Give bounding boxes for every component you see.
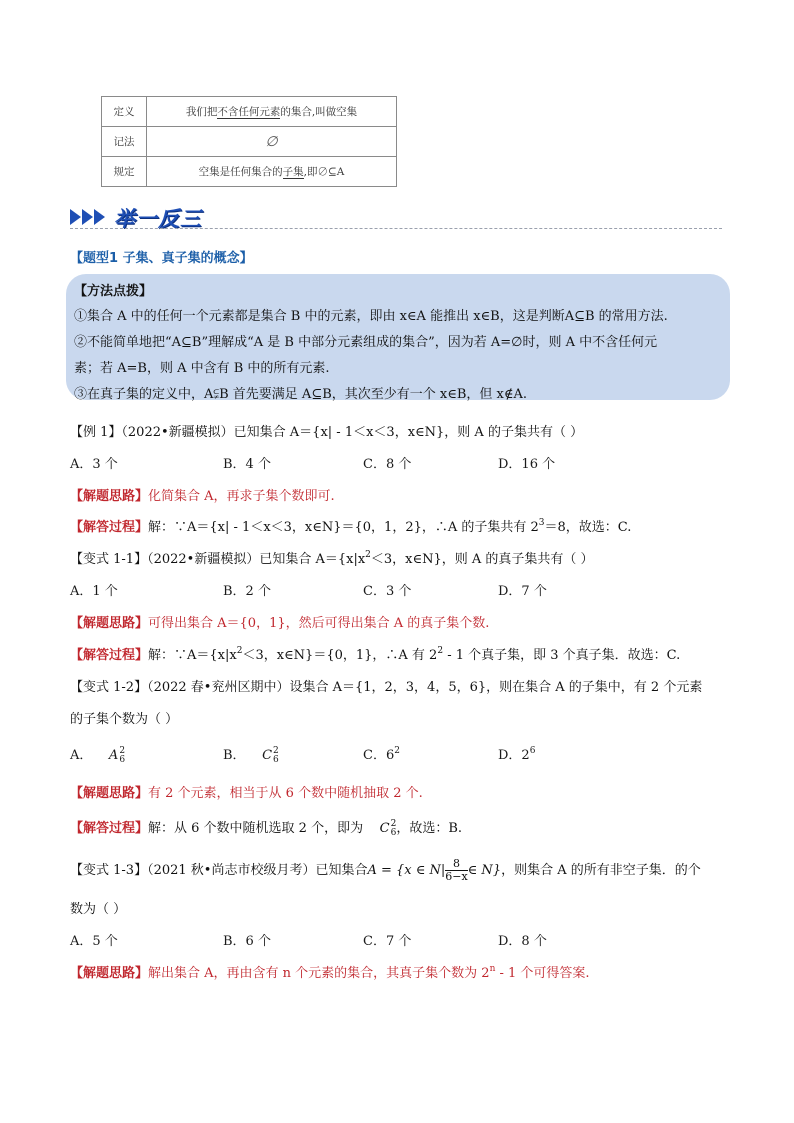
question-text: ，则集合 A 的所有非空子集．的个 [501,863,701,878]
example-1-question: 【例 1】（2022•新疆模拟）已知集合 A＝{x| - 1＜x＜3，x∈N}，则 A 的子集共有（ ） [70,425,584,440]
idea-label: 【解题思路】 [70,966,149,981]
exponent: 3 [538,518,545,528]
process-text: 解：从 6 个数中随机选取 2 个，即为 [148,821,364,836]
row-key: 记法 [102,127,147,157]
option-d: D．7 个 [498,584,547,599]
banner-title: 举一反三 [114,207,202,231]
question-text: 【变式 1-3】（2021 秋•尚志市校级月考）已知集合 [70,863,368,878]
question-text: 【变式 1-1】（2022•新疆模拟）已知集合 A＝{x|x [70,552,366,567]
subscript: 6 [119,754,126,765]
method-line: ③在真子集的定义中，A⫋B 首先要满足 A⊆B，其次至少有一个 x∈B，但 x∉A. [74,387,528,402]
underlined-text: 子集 [282,166,304,178]
idea-text: 可得出集合 A＝{0，1}，然后可得出集合 A 的真子集个数. [148,616,490,631]
exponent: 2 [437,646,444,656]
exponent: 2 [394,746,400,756]
process-text: 解：∵A＝{x| - 1＜x＜3，x∈N}＝{0，1，2}，∴A 的子集共有 2 [148,520,539,535]
chevron-right-icon [70,209,81,225]
variant-1-2-idea [70,782,423,801]
empty-set-symbol: ∅ [265,133,278,150]
fraction [445,858,467,883]
subscript: 6 [273,754,279,765]
dashed-divider [70,228,722,229]
math-expression: A = {x ∈ N| [367,863,446,878]
denominator: 6−x [445,870,468,883]
text: 的集合,叫做空集 [280,106,358,118]
text: 空集是任何集合的 [198,166,283,178]
table-row [102,97,397,127]
idea-label: 【解题思路】 [70,616,149,631]
variant-1-2-options [70,744,670,765]
text: ,即∅⊆A [303,166,345,178]
option-c: C．7 个 [363,934,412,949]
empty-set-definition-table [101,96,397,187]
example-1-options [70,453,670,471]
variant-1-2-process [70,817,462,838]
option-c [363,744,400,763]
option-a: A．1 个 [70,584,118,599]
idea-text: 有 2 个元素，相当于从 6 个数中随机抽取 2 个. [148,786,423,801]
example-1-process [70,516,631,535]
variant-1-3-options [70,930,670,948]
option-d: D．8 个 [498,934,547,949]
example-1-idea [70,485,335,504]
chevron-right-icon [82,209,93,225]
underlined-text: 不含任何元素 [217,106,281,118]
option-b: B．4 个 [223,457,271,472]
idea-text: - 1 个可得答案. [495,966,590,981]
variant-1-2-question-line-2: 的子集个数为（ ） [70,712,179,727]
option-a: A．3 个 [70,457,118,472]
idea-text: 解出集合 A，再由含有 n 个元素的集合，其真子集个数为 2 [148,966,490,981]
variant-1-1-question [70,548,594,567]
idea-label: 【解题思路】 [70,489,149,504]
question-text: ＜3，x∈N}，则 A 的真子集共有（ ） [370,552,594,567]
method-line: ①集合 A 中的任何一个元素都是集合 B 中的元素，即由 x∈A 能推出 x∈B，这是判断A⊆B 的常用方法. [74,309,668,324]
exponent: 2 [365,550,371,560]
numerator: 8 [445,858,467,871]
process-label: 【解答过程】 [70,821,149,836]
variant-1-1-idea [70,612,489,631]
option-a: A．5 个 [70,934,118,949]
subscript: 6 [390,827,397,838]
table-row [102,127,397,157]
option-b [223,744,279,765]
variant-1-1-process [70,644,680,663]
variant-1-3-question-line-1 [70,858,701,883]
question-type-title: 【题型1 子集、真子集的概念】 [70,251,253,266]
row-value [147,127,397,157]
superscript: 2 [273,745,279,756]
option-text: D．2 [498,748,530,763]
process-label: 【解答过程】 [70,648,149,663]
option-c: C．8 个 [363,457,412,472]
option-b: B．2 个 [223,584,271,599]
option-label: B． [223,748,246,763]
method-head: 【方法点拨】 [74,284,153,299]
process-text: - 1 个真子集，即 3 个真子集．故选：C. [443,648,681,663]
math-symbol: C [262,748,273,763]
exponent: n [489,964,496,974]
section-banner [70,203,722,233]
idea-text: 化简集合 A，再求子集个数即可. [148,489,335,504]
math-symbol: A [108,748,119,763]
process-text: ＜3，x∈N}＝{0，1}，∴A 有 2 [242,648,438,663]
math-symbol: C [379,821,390,836]
method-line: 素；若 A=B，则 A 中含有 B 中的所有元素. [74,361,330,376]
option-label: A． [70,748,93,763]
text: 我们把 [185,106,218,118]
exponent: 6 [529,746,536,756]
chevron-right-icon [94,209,105,225]
process-text: ，故选：B. [396,821,462,836]
process-text: ＝8，故选：C. [544,520,632,535]
superscript: 2 [390,818,397,829]
row-value [147,97,397,127]
option-c: C．3 个 [363,584,412,599]
math-expression: ∈ N} [467,863,502,878]
method-line: ②不能简单地把“A⊆B”理解成“A 是 B 中部分元素组成的集合”，因为若 A=∅时，则 A 中不含任何元 [74,335,658,350]
idea-label: 【解题思路】 [70,786,149,801]
row-key: 定义 [102,97,147,127]
variant-1-1-options [70,580,670,598]
variant-1-3-question-line-2: 数为（ ） [70,902,127,917]
option-a [70,744,125,765]
method-tips-box [66,274,730,400]
superscript: 2 [119,745,126,756]
option-text: C．6 [363,748,395,763]
variant-1-3-idea [70,962,590,981]
option-d [498,744,535,763]
option-d: D．16 个 [498,457,556,472]
table-row [102,157,397,187]
variant-1-2-question-line-1: 【变式 1-2】（2022 春•兖州区期中）设集合 A＝{1，2，3，4，5，6}，则在集合 A 的子集中，有 2 个元素 [70,680,703,695]
process-label: 【解答过程】 [70,520,149,535]
row-key: 规定 [102,157,147,187]
row-value [147,157,397,187]
exponent: 2 [236,646,243,656]
option-b: B．6 个 [223,934,271,949]
process-text: 解：∵A＝{x|x [148,648,237,663]
